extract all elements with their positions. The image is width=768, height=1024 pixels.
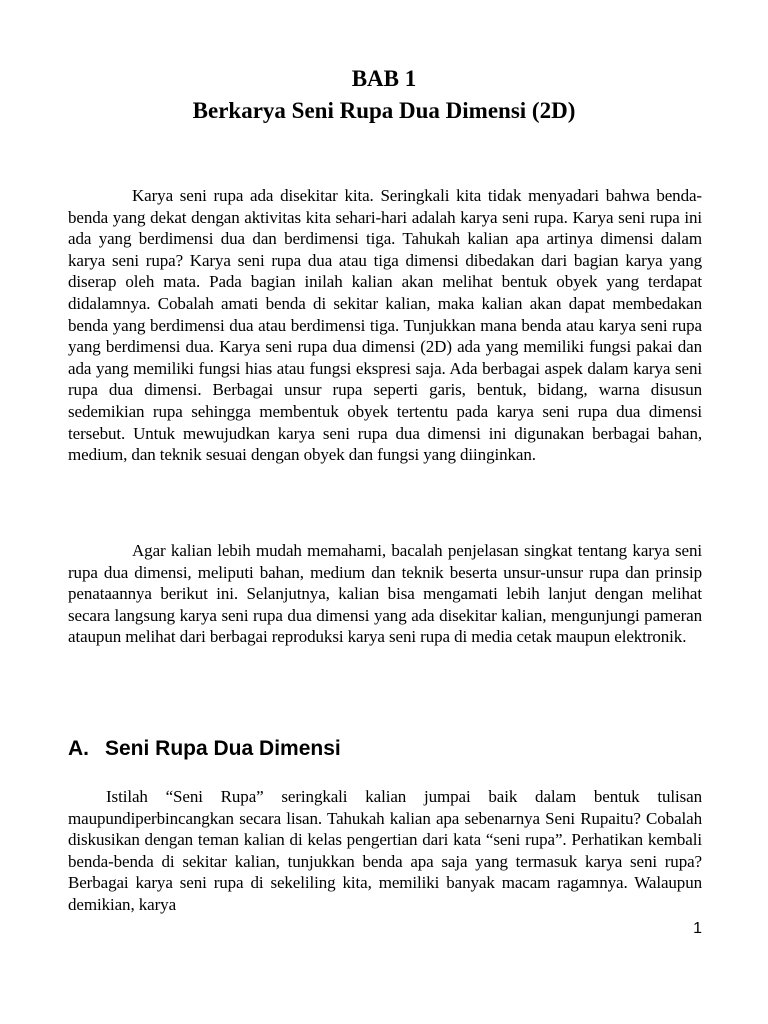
- intro-paragraph-2: Agar kalian lebih mudah memahami, bacalah penjelasan singkat tentang karya seni rupa dua dimensi, meliputi bahan, medium dan teknik beserta unsur-unsur rupa dan prinsip penataannya berikut ini. Selanjutnya, kalian bisa mengamati lebih lanjut dengan melihat secara langsung karya seni rupa dua dimensi yang ada disekitar kalian, mengunjungi pameran ataupun melihat dari berbagai reproduksi karya seni rupa di media cetak maupun elektronik.: [68, 541, 702, 647]
- chapter-title: Berkarya Seni Rupa Dua Dimensi (2D): [192, 98, 576, 123]
- intro-paragraph-1: Karya seni rupa ada disekitar kita. Seringkali kita tidak menyadari bahwa benda-benda yang dekat dengan aktivitas kita sehari-hari adalah karya seni rupa. Karya seni rupa ini ada yang berdimensi dua dan berdimensi tiga. Tahukah kalian apa artinya dimensi dalam karya seni rupa? Karya seni rupa dua atau tiga dimensi dibedakan dari bagian karya yang diserap oleh mata. Pada bagian inilah kalian akan melihat bentuk obyek yang terdapat didalamnya. Cobalah amati benda di sekitar kalian, maka kalian akan dapat membedakan benda yang berdimensi dua atau berdimensi tiga. Tunjukkan mana benda atau karya seni rupa yang berdimensi dua. Karya seni rupa dua dimensi (2D) ada yang memiliki fungsi pakai dan ada yang memiliki fungsi hias atau fungsi ekspresi saja. Ada berbagai aspek dalam karya seni rupa dua dimensi. Berbagai unsur rupa seperti garis, bentuk, bidang, warna disusun sedemikian rupa sehingga membentuk obyek tertentu pada karya seni rupa dua dimensi tersebut. Untuk mewujudkan karya seni rupa dua dimensi ini digunakan berbagai bahan, medium, dan teknik sesuai dengan obyek dan fungsi yang diinginkan.: [68, 186, 702, 465]
- section-heading: [68, 736, 341, 762]
- section-paragraph: Istilah “Seni Rupa” seringkali kalian jumpai baik dalam bentuk tulisan maupundiperbincangkan secara lisan. Tahukah kalian apa sebenarnya Seni Rupaitu? Cobalah diskusikan dengan teman kalian di kelas pengertian dari kata “seni rupa”. Perhatikan kembali benda-benda di sekitar kalian, tunjukkan benda apa saja yang termasuk karya seni rupa? Berbagai karya seni rupa di sekeliling kita, memiliki banyak macam ragamnya. Walaupun demikian, karya: [68, 787, 702, 914]
- section-title: Seni Rupa Dua Dimensi: [105, 737, 341, 760]
- page-number: 1: [693, 920, 702, 937]
- chapter-number: BAB 1: [351, 66, 417, 91]
- section-letter: A.: [68, 737, 89, 760]
